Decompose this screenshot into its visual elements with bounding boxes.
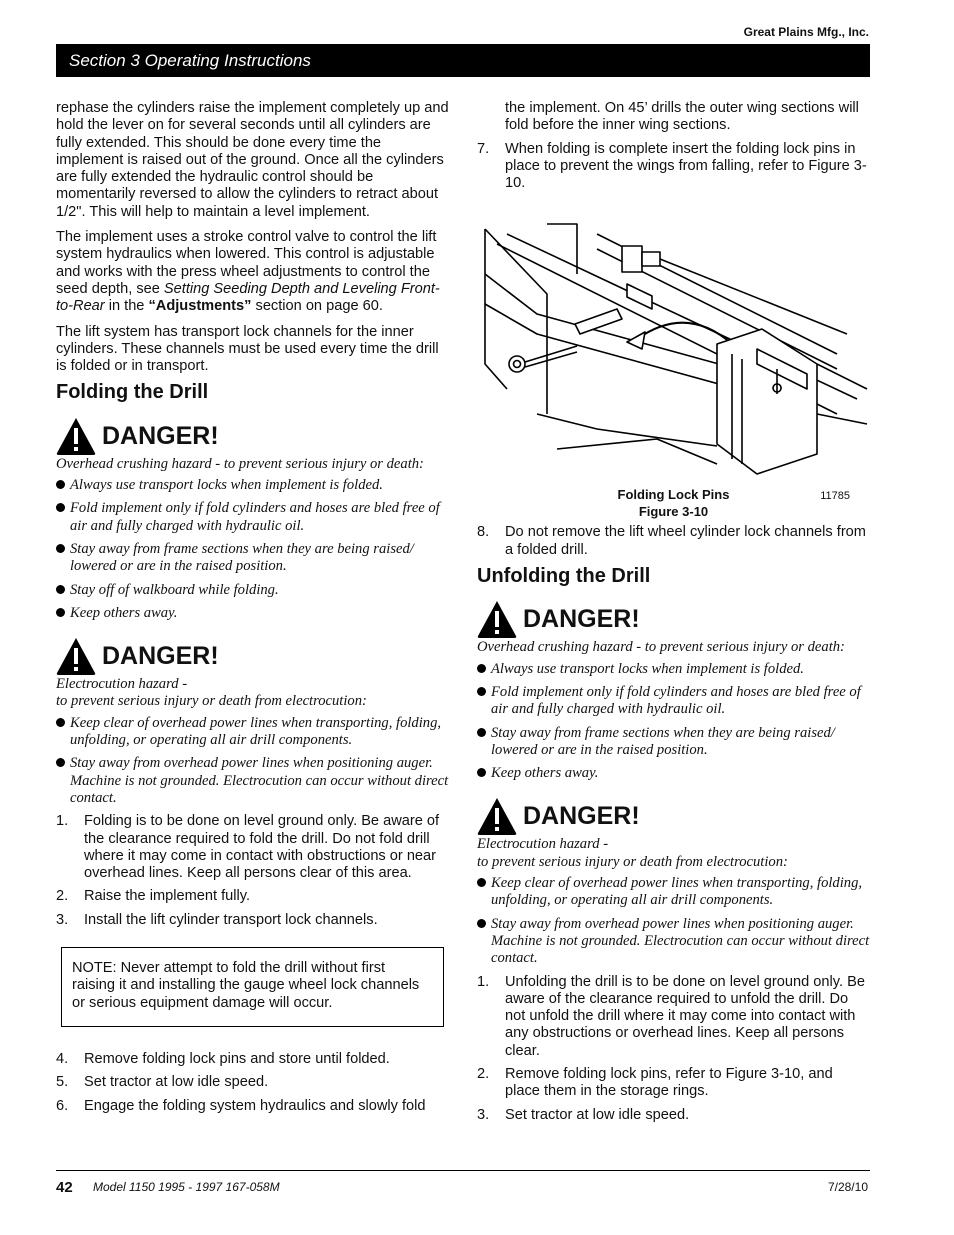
warning-triangle-icon bbox=[477, 599, 517, 639]
model-info: Model 1150 1995 - 1997 167-058M bbox=[93, 1180, 280, 1194]
list-item: Stay away from frame sections when they are being raised/ lowered or are in the raised position. bbox=[477, 725, 870, 760]
bullet-icon bbox=[56, 758, 65, 767]
bullet-icon bbox=[56, 585, 65, 594]
paragraph: The implement uses a stroke control valve to control the lift system hydraulics when lowered. This control is adjustable and works with the press wheel adjustments to control the seed depth, see Setting Seeding Depth and Leveling Front-to-Rear in the “Adjustments” section on page 60. bbox=[56, 229, 440, 315]
list-item: Keep others away. bbox=[477, 765, 870, 782]
cross-reference-link: Setting Seeding Depth and Leveling Front-to-Rear bbox=[56, 280, 440, 315]
section-heading: Folding the Drill bbox=[56, 381, 209, 404]
bullet-icon bbox=[56, 544, 65, 553]
hazard-text: Electrocution hazard - bbox=[56, 676, 188, 693]
bullet-icon bbox=[56, 503, 65, 512]
section-title: Section 3 Operating Instructions bbox=[69, 51, 311, 70]
list-item: Keep others away. bbox=[56, 605, 450, 622]
danger-box bbox=[477, 599, 870, 782]
danger-box bbox=[56, 636, 450, 807]
figure-number: 11785 bbox=[820, 490, 850, 503]
bullet-icon bbox=[477, 664, 486, 673]
bullet-icon bbox=[56, 480, 65, 489]
list-item: Always use transport locks when implement is folded. bbox=[56, 477, 450, 494]
danger-title: DANGER! bbox=[523, 802, 640, 831]
bullet-icon bbox=[477, 878, 486, 887]
bullet-icon bbox=[477, 728, 486, 737]
section-header bbox=[56, 44, 870, 77]
danger-title: DANGER! bbox=[523, 605, 640, 634]
numbered-step: 2. Raise the implement fully. bbox=[56, 888, 251, 905]
list-item: Always use transport locks when implement is folded. bbox=[477, 661, 870, 678]
figure-folding-lock-pins bbox=[477, 214, 870, 520]
figure-caption: Folding Lock Pins Figure 3-10 bbox=[617, 487, 730, 520]
warning-triangle-icon bbox=[56, 416, 96, 456]
list-item: Stay off of walkboard while folding. bbox=[56, 582, 450, 599]
hazard-text: Overhead crushing hazard - to prevent serious injury or death: bbox=[477, 639, 845, 656]
danger-box bbox=[477, 796, 870, 967]
left-column bbox=[56, 100, 450, 1121]
warning-triangle-icon bbox=[56, 636, 96, 676]
company-name: Great Plains Mfg., Inc. bbox=[743, 25, 869, 39]
page-number: 42 bbox=[56, 1179, 73, 1196]
revision-date: 7/28/10 bbox=[827, 1180, 868, 1194]
list-item: Stay away from overhead power lines when positioning auger. Machine is not grounded. Electrocution can occur without direct contact. bbox=[477, 916, 870, 968]
numbered-step: 7. When folding is complete insert the folding lock pins in place to prevent the wings from falling, refer to Figure 3-10. bbox=[477, 140, 867, 192]
list-item: Fold implement only if fold cylinders and hoses are bled free of air and fully charged with hydraulic oil. bbox=[477, 684, 870, 719]
bullet-icon bbox=[477, 919, 486, 928]
bullet-icon bbox=[477, 687, 486, 696]
paragraph: rephase the cylinders raise the implement completely up and hold the lever on for several seconds until all cylinders are fully extended. This should be done every time the implement is raised out of the ground. Once all the cylinders are fully extended the hydraulic control should be momentarily reversed to allow the cylinders to retract about 1/2". This will help to maintain a level implement. bbox=[56, 100, 449, 220]
warning-triangle-icon bbox=[477, 796, 517, 836]
numbered-step: 4. Remove folding lock pins and store until folded. bbox=[56, 1050, 390, 1067]
numbered-step: 6. Engage the folding system hydraulics and slowly fold bbox=[56, 1097, 426, 1114]
list-item: Keep clear of overhead power lines when transporting, folding, unfolding, or operating all air drill components. bbox=[56, 715, 450, 750]
right-column bbox=[477, 100, 870, 1130]
paragraph: The lift system has transport lock channels for the inner cylinders. These channels must be used every time the drill is folded or in transport. bbox=[56, 323, 439, 375]
bullet-icon bbox=[477, 768, 486, 777]
numbered-step: 3. Install the lift cylinder transport lock channels. bbox=[56, 911, 378, 928]
bullet-icon bbox=[56, 718, 65, 727]
danger-title: DANGER! bbox=[102, 642, 219, 671]
list-item: Stay away from frame sections when they are being raised/ lowered or are in the raised position. bbox=[56, 541, 450, 576]
numbered-step: 2. Remove folding lock pins, refer to Figure 3-10, and place them in the storage rings. bbox=[477, 1066, 833, 1100]
bullet-icon bbox=[56, 608, 65, 617]
folding-lock-pin-illustration bbox=[477, 214, 870, 479]
list-item: Keep clear of overhead power lines when transporting, folding, unfolding, or operating all air drill components. bbox=[477, 875, 870, 910]
section-heading: Unfolding the Drill bbox=[477, 565, 651, 588]
numbered-step: 3. Set tractor at low idle speed. bbox=[477, 1106, 690, 1123]
hazard-text: Overhead crushing hazard - to prevent serious injury or death: bbox=[56, 455, 424, 472]
paragraph: the implement. On 45’ drills the outer wing sections will fold before the inner wing sections. bbox=[505, 100, 859, 134]
list-item: Stay away from overhead power lines when positioning auger. Machine is not grounded. Electrocution can occur without direct contact. bbox=[56, 755, 450, 807]
danger-box bbox=[56, 416, 450, 622]
numbered-step: 1. Unfolding the drill is to be done on level ground only. Be aware of the clearance required to unfold the drill. Do not unfold the drill where it may come into contact with any obstructions or overhead lines. Keep all persons clear. bbox=[477, 973, 865, 1059]
hazard-text: to prevent serious injury or death from electrocution: bbox=[56, 693, 367, 710]
list-item: Fold implement only if fold cylinders and hoses are bled free of air and fully charged with hydraulic oil. bbox=[56, 500, 450, 535]
numbered-step: 1. Folding is to be done on level ground only. Be aware of the clearance required to fold the drill. Do not fold drill where it may come in contact with obstructions or near overhead lines. Keep all persons clear of this area. bbox=[56, 813, 440, 882]
footer-divider bbox=[56, 1170, 870, 1171]
note-box: NOTE: Never attempt to fold the drill without first raising it and installing the gauge wheel lock channels or serious equipment damage will occur. bbox=[61, 947, 444, 1027]
numbered-step: 5. Set tractor at low idle speed. bbox=[56, 1074, 269, 1091]
numbered-step: 8. Do not remove the lift wheel cylinder lock channels from a folded drill. bbox=[477, 524, 866, 558]
hazard-text: Electrocution hazard - bbox=[477, 836, 609, 853]
danger-title: DANGER! bbox=[102, 421, 219, 450]
hazard-text: to prevent serious injury or death from electrocution: bbox=[477, 853, 788, 870]
